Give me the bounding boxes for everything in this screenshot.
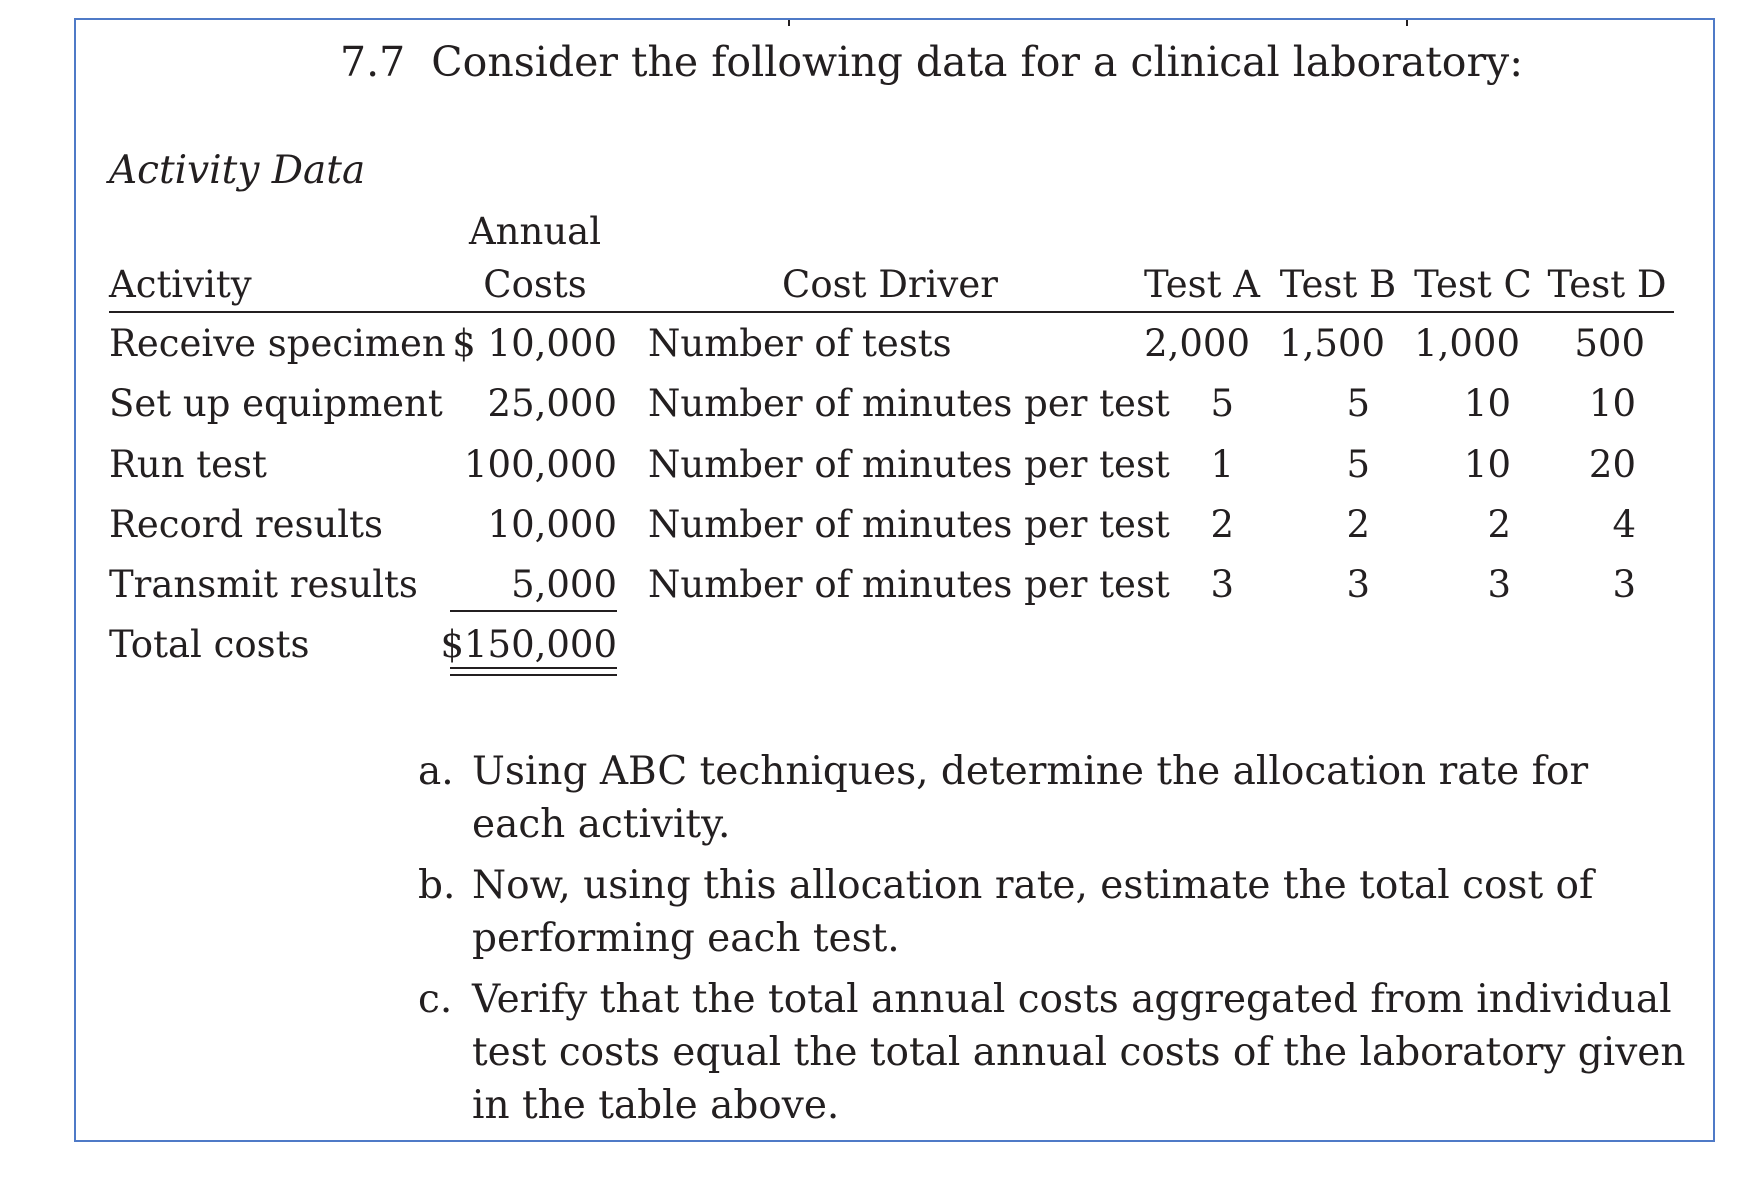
subtotal-rule <box>450 610 617 612</box>
question-a <box>418 745 1688 851</box>
total-label: Total costs <box>109 623 310 666</box>
header-annual-line1: Annual <box>468 210 602 253</box>
section-title: Activity Data <box>109 148 366 193</box>
row-test-d: 4 <box>1612 503 1636 546</box>
question-text: Using ABC techniques, determine the allocation rate for each activity. <box>472 749 1589 847</box>
row-test-c: 1,000 <box>1414 322 1520 365</box>
question-list <box>418 745 1688 1140</box>
row-test-b: 3 <box>1346 563 1370 606</box>
row-test-b: 2 <box>1346 503 1370 546</box>
total-double-rule-bottom <box>450 674 617 676</box>
row-driver: Number of minutes per test <box>648 443 1170 486</box>
row-activity: Record results <box>109 503 383 546</box>
frame-tick-mark <box>1406 20 1408 26</box>
row-cost: 10,000 <box>487 503 617 546</box>
row-test-b: 5 <box>1346 382 1370 425</box>
header-activity: Activity <box>109 263 252 306</box>
row-activity: Receive specimen <box>109 322 446 365</box>
row-test-a: 2,000 <box>1144 322 1250 365</box>
row-test-c: 10 <box>1463 382 1511 425</box>
row-test-c: 10 <box>1463 443 1511 486</box>
row-test-b: 5 <box>1346 443 1370 486</box>
header-cost-driver: Cost Driver <box>782 263 998 306</box>
question-c <box>418 973 1688 1132</box>
row-test-d: 20 <box>1588 443 1636 486</box>
row-test-a: 1 <box>1210 443 1234 486</box>
question-b <box>418 859 1688 965</box>
row-cost: 100,000 <box>463 443 617 486</box>
row-test-a: 5 <box>1210 382 1234 425</box>
question-letter: b. <box>418 863 456 908</box>
row-test-a: 2 <box>1210 503 1234 546</box>
problem-number: 7.7 <box>340 38 406 86</box>
header-test-d: Test D <box>1547 263 1667 306</box>
row-test-c: 3 <box>1487 563 1511 606</box>
question-text: Verify that the total annual costs aggregated from individual test costs equal the total annual costs of the laboratory given in the table above. <box>472 977 1686 1128</box>
header-rule <box>109 311 1674 313</box>
row-activity: Transmit results <box>109 563 418 606</box>
header-annual-line2: Costs <box>483 263 587 306</box>
row-activity: Set up equipment <box>109 382 443 425</box>
total-double-rule-top <box>450 667 617 669</box>
header-test-b: Test B <box>1279 263 1397 306</box>
row-test-d: 500 <box>1574 322 1645 365</box>
row-test-d: 3 <box>1612 563 1636 606</box>
row-driver: Number of tests <box>648 322 952 365</box>
row-cost: 25,000 <box>487 382 617 425</box>
row-test-a: 3 <box>1210 563 1234 606</box>
question-text: Now, using this allocation rate, estimate the total cost of performing each test. <box>472 863 1594 961</box>
row-driver: Number of minutes per test <box>648 563 1170 606</box>
header-test-a: Test A <box>1143 263 1261 306</box>
row-cost: $ 10,000 <box>452 322 617 365</box>
problem-heading <box>340 38 1523 86</box>
total-cost: $150,000 <box>440 623 617 666</box>
row-driver: Number of minutes per test <box>648 382 1170 425</box>
row-cost: 5,000 <box>511 563 617 606</box>
row-test-b: 1,500 <box>1279 322 1385 365</box>
frame-tick-mark <box>788 20 790 26</box>
row-test-c: 2 <box>1487 503 1511 546</box>
row-driver: Number of minutes per test <box>648 503 1170 546</box>
question-letter: a. <box>418 749 454 794</box>
question-letter: c. <box>418 977 453 1022</box>
header-test-c: Test C <box>1414 263 1532 306</box>
problem-intro: Consider the following data for a clinical laboratory: <box>431 38 1524 86</box>
row-test-d: 10 <box>1588 382 1636 425</box>
row-activity: Run test <box>109 443 267 486</box>
